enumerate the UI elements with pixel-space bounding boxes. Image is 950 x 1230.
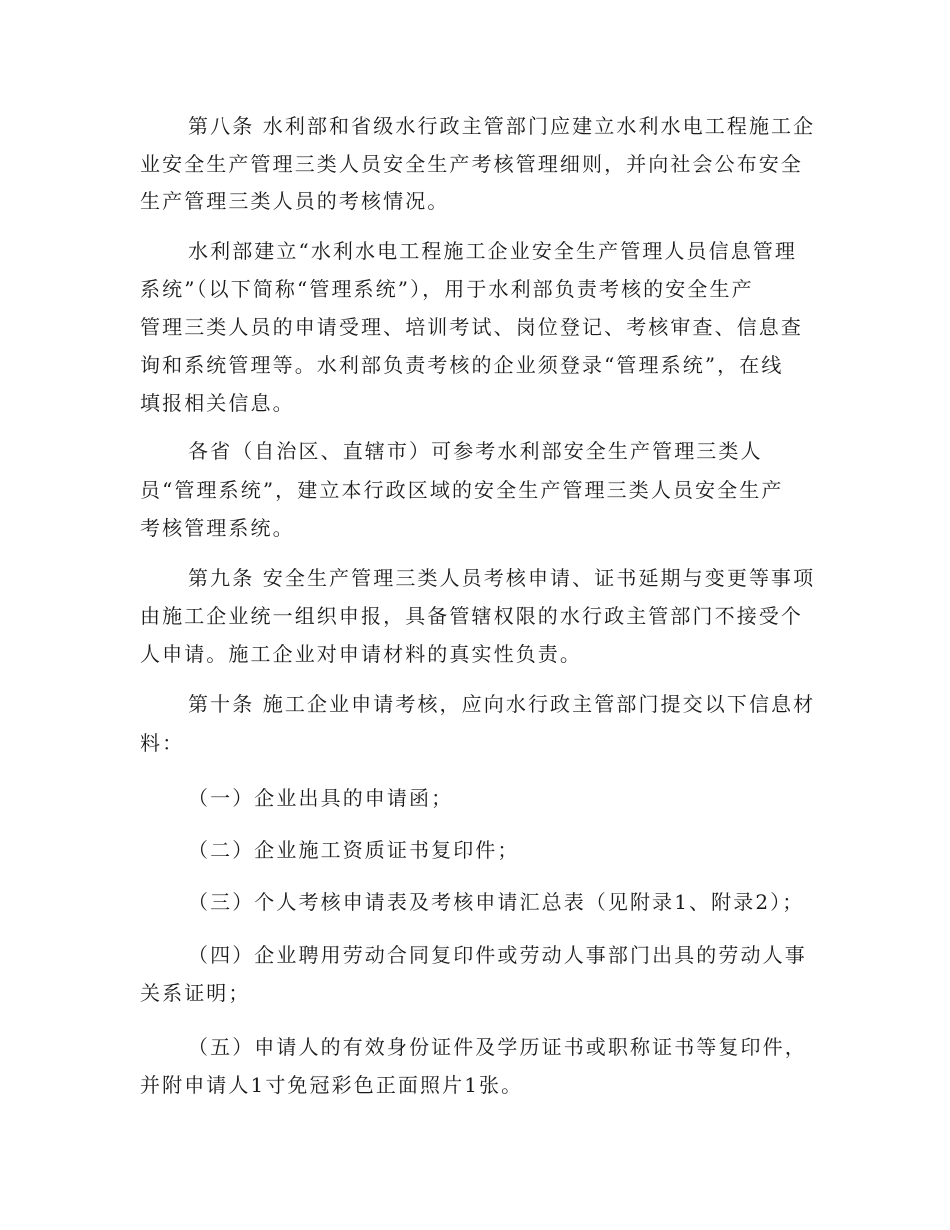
text-line: 人申请。施工企业对申请材料的真实性负责。 [140,642,582,666]
text-line: 关系证明； [140,981,251,1005]
text-line: 并附申请人1寸免冠彩色正面照片1张。 [140,1073,524,1097]
text-line: 料： [140,731,185,755]
text-line: 询和系统管理等。水利部负责考核的企业须登录“管理系统”，在线 [140,353,784,377]
text-line: （四）企业聘用劳动合同复印件或劳动人事部门出具的劳动人事 [188,943,807,967]
text-line: 各省（自治区、直辖市）可参考水利部安全生产管理三类人 [188,439,763,463]
text-line: （五）申请人的有效身份证件及学历证书或职称证书等复印件， [188,1035,807,1059]
text-line: 水利部建立“水利水电工程施工企业安全生产管理人员信息管理 [188,239,798,263]
text-line: （一）企业出具的申请函； [188,786,454,810]
text-line: 管理三类人员的申请受理、培训考试、岗位登记、考核审查、信息查 [140,315,803,339]
text-line: 考核管理系统。 [140,516,295,540]
text-line: 员“管理系统”，建立本行政区域的安全生产管理三类人员安全生产 [140,478,784,502]
text-line: 由施工企业统一组织申报，具备管辖权限的水行政主管部门不接受个 [140,604,803,628]
text-line: 生产管理三类人员的考核情况。 [140,189,450,213]
text-line: 第九条 安全生产管理三类人员考核申请、证书延期与变更等事项 [188,566,816,590]
text-line: 系统”（以下简称“管理系统”），用于水利部负责考核的安全生产 [140,277,754,301]
text-line: 第八条 水利部和省级水行政主管部门应建立水利水电工程施工企 [188,114,816,138]
text-line: 填报相关信息。 [140,391,295,415]
text-line: 业安全生产管理三类人员安全生产考核管理细则，并向社会公布安全 [140,152,803,176]
text-line: （二）企业施工资质证书复印件； [188,838,520,862]
text-line: （三）个人考核申请表及考核申请汇总表（见附录1、附录2）； [188,890,805,914]
text-line: 第十条 施工企业申请考核，应向水行政主管部门提交以下信息材 [188,692,816,716]
